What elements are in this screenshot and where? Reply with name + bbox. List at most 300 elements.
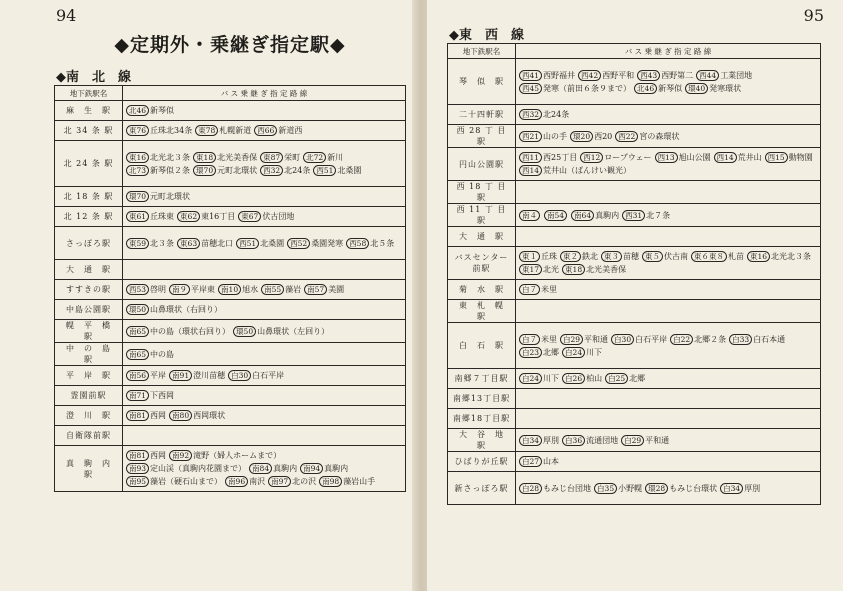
- route-entry: [238, 210, 294, 223]
- route-code-badge: 環70: [193, 165, 216, 176]
- route-name: 桑園発寒: [311, 238, 344, 248]
- route-code-badge: 白23: [519, 347, 542, 358]
- route-code-badge: 環50: [233, 326, 256, 337]
- route-entry: [519, 333, 557, 346]
- route-code-badge: 西45: [519, 83, 542, 94]
- routes-cell: [123, 121, 406, 141]
- route-entry: [519, 108, 569, 121]
- route-entry: [126, 237, 174, 250]
- route-code-badge: 北46: [634, 83, 657, 94]
- route-entry: [519, 250, 557, 263]
- routes-cell: [123, 227, 406, 260]
- routes-cell: [516, 59, 821, 105]
- route-code-badge: 東87: [260, 152, 283, 163]
- route-code-badge: 白33: [729, 334, 752, 345]
- route-name: 工業団地: [720, 70, 753, 80]
- route-entry: [519, 209, 541, 222]
- route-entry: [177, 237, 233, 250]
- route-code-badge: 南56: [126, 370, 149, 381]
- route-name: 澄川苗穂: [193, 371, 226, 380]
- route-name: 北24条: [284, 165, 311, 175]
- route-name: 川下: [543, 374, 560, 383]
- routes-cell: [516, 323, 821, 369]
- route-code-badge: 西51: [313, 165, 336, 176]
- route-code-badge: 南91: [169, 370, 192, 381]
- route-code-badge: 白７: [519, 334, 540, 345]
- route-name: 北郷: [629, 374, 646, 383]
- route-name: 中の島（環状右回り）: [150, 326, 231, 336]
- route-name: 旭水: [242, 285, 259, 294]
- route-name: 真駒内: [324, 464, 349, 473]
- route-name: 真駒内: [595, 210, 620, 220]
- route-entry: [562, 263, 626, 276]
- station-name: 澄 川 駅: [55, 406, 123, 426]
- route-name: 西野第二: [661, 70, 694, 80]
- page-number-right: 95: [803, 6, 824, 25]
- route-entry: [519, 372, 559, 385]
- route-code-badge: 環20: [570, 131, 593, 142]
- route-name: 北光美香保: [586, 265, 627, 274]
- routes-cell: [516, 369, 821, 389]
- route-entry: [225, 475, 265, 488]
- table-row: [55, 300, 406, 320]
- route-code-badge: 西41: [519, 70, 542, 81]
- route-code-badge: 白26: [562, 373, 585, 384]
- nanboku-rows: [55, 101, 406, 492]
- table-row: [55, 343, 406, 366]
- routes-column-header: バ ス 乗 継 ぎ 指 定 路 線: [123, 86, 406, 101]
- routes-cell: [123, 260, 406, 280]
- station-name: 西 11 丁 目 駅: [448, 204, 516, 227]
- route-name: 荒井山: [737, 153, 762, 162]
- route-code-badge: 環40: [685, 83, 708, 94]
- station-column-header: 地下鉄駅名: [55, 86, 123, 101]
- routes-cell: [516, 125, 821, 148]
- route-name: 北３条: [150, 238, 175, 248]
- route-name: 西20: [594, 131, 613, 141]
- route-entry: [634, 82, 682, 95]
- route-name: 柏山: [586, 374, 603, 383]
- station-name: 平 岸 駅: [55, 366, 123, 386]
- routes-cell: [516, 452, 821, 472]
- route-code-badge: 東１: [519, 251, 540, 262]
- route-name: 白石平岸: [635, 334, 668, 344]
- route-entry: [580, 151, 651, 164]
- route-entry: [691, 250, 744, 263]
- route-code-badge: 東67: [238, 211, 261, 222]
- table-row: [448, 181, 821, 204]
- station-name: ひばりが丘駅: [448, 452, 516, 472]
- route-name: 新琴似: [658, 83, 683, 93]
- table-row: [448, 409, 821, 429]
- route-code-badge: 南97: [268, 476, 291, 487]
- route-entry: [126, 190, 190, 203]
- route-name: 啓明: [150, 285, 167, 294]
- routes-cell: [516, 247, 821, 280]
- routes-cell: [516, 472, 821, 505]
- route-name: 新琴似２条: [150, 165, 191, 175]
- routes-cell: [516, 429, 821, 452]
- route-name: 南沢: [249, 477, 266, 486]
- route-entry: [126, 449, 166, 462]
- route-code-badge: 南92: [169, 450, 192, 461]
- route-code-badge: 東17: [519, 264, 542, 275]
- route-entry: [562, 372, 602, 385]
- route-entry: [126, 283, 166, 296]
- table-row: [55, 207, 406, 227]
- table-row: [448, 389, 821, 409]
- route-name: 元町北環状: [150, 192, 191, 201]
- route-code-badge: 東３: [601, 251, 622, 262]
- route-name: もみじ台団地: [543, 483, 592, 493]
- route-code-badge: 北73: [126, 165, 149, 176]
- station-name: 南郷13丁目駅: [448, 389, 516, 409]
- route-name: 北桑園: [337, 165, 362, 175]
- route-entry: [544, 209, 568, 222]
- route-code-badge: 西51: [236, 238, 259, 249]
- routes-cell: [123, 386, 406, 406]
- route-entry: [169, 369, 225, 382]
- route-name: 北桑園: [260, 238, 285, 248]
- table-row: [55, 426, 406, 446]
- routes-cell: [516, 280, 821, 300]
- route-code-badge: 西42: [578, 70, 601, 81]
- station-name: 大 谷 地 駅: [448, 429, 516, 452]
- route-name: 伏古団地: [262, 212, 295, 221]
- route-name: 荒井山（ばんけい観光）: [543, 166, 632, 175]
- route-code-badge: 南80: [169, 410, 192, 421]
- route-code-badge: 白27: [519, 456, 542, 467]
- route-entry: [195, 124, 251, 137]
- route-code-badge: 西13: [655, 152, 678, 163]
- table-row: [55, 280, 406, 300]
- route-entry: [685, 82, 741, 95]
- route-entry: [126, 210, 174, 223]
- route-entry: [346, 237, 394, 250]
- route-name: 西25丁目: [543, 153, 578, 162]
- route-name: 丘珠東: [150, 212, 175, 221]
- route-code-badge: 南９: [169, 284, 190, 295]
- route-entry: [560, 250, 598, 263]
- route-code-badge: 東２: [560, 251, 581, 262]
- tozai-rows: [448, 59, 821, 505]
- route-name: 山本: [543, 457, 560, 466]
- route-code-badge: 南84: [249, 463, 272, 474]
- route-name: 札幌新道: [219, 126, 252, 135]
- route-name: 北７条: [646, 210, 671, 220]
- route-name: 米里: [541, 334, 557, 344]
- station-name: 霊園前駅: [55, 386, 123, 406]
- route-entry: [126, 475, 222, 488]
- station-column-header: 地下鉄駅名: [448, 44, 516, 59]
- route-name: 滝野（婦人ホームまで）: [193, 451, 282, 460]
- route-entry: [578, 69, 634, 82]
- route-entry: [260, 151, 300, 164]
- route-entry: [562, 346, 602, 359]
- route-name: 北光北３条: [771, 252, 812, 261]
- route-code-badge: 南65: [126, 326, 149, 337]
- station-name: すすきの駅: [55, 280, 123, 300]
- table-row: [448, 300, 821, 323]
- route-name: 北光美香保: [217, 152, 258, 162]
- route-name: 丘珠: [541, 252, 557, 261]
- route-name: 宮の森環状: [639, 131, 680, 141]
- route-code-badge: 環70: [126, 191, 149, 202]
- route-code-badge: 西15: [765, 152, 788, 163]
- table-row: [448, 280, 821, 300]
- route-code-badge: 西22: [615, 131, 638, 142]
- station-name: バスセンター前駅: [448, 247, 516, 280]
- route-code-badge: 白28: [519, 483, 542, 494]
- route-entry: [729, 333, 785, 346]
- route-name: 山鼻環状（右回り）: [150, 305, 223, 314]
- table-row: [55, 386, 406, 406]
- routes-cell: [516, 389, 821, 409]
- route-name: 米里: [541, 285, 557, 294]
- station-name: 二十四軒駅: [448, 105, 516, 125]
- routes-cell: [123, 141, 406, 187]
- route-code-badge: 白29: [560, 334, 583, 345]
- route-name: 小野幌: [618, 483, 643, 493]
- route-code-badge: 南96: [225, 476, 248, 487]
- table-row: [448, 369, 821, 389]
- route-name: 北の沢: [292, 477, 317, 486]
- route-name: 元町北環状: [217, 165, 258, 175]
- table-row: [55, 406, 406, 426]
- route-code-badge: 西44: [696, 70, 719, 81]
- route-entry: [126, 325, 230, 338]
- route-code-badge: 東76: [126, 125, 149, 136]
- route-entry: [249, 462, 297, 475]
- route-entry: [519, 482, 591, 495]
- route-entry: [714, 151, 762, 164]
- nanboku-heading: ◆南 北 線: [56, 70, 131, 85]
- route-code-badge: 白36: [562, 435, 585, 446]
- route-entry: [519, 69, 575, 82]
- page-number-left: 94: [56, 6, 77, 25]
- route-entry: [601, 250, 639, 263]
- station-name: 円山公園駅: [448, 148, 516, 181]
- route-code-badge: 白25: [605, 373, 628, 384]
- station-name: 大 通 駅: [55, 260, 123, 280]
- route-code-badge: 北46: [126, 105, 149, 116]
- route-entry: [747, 250, 811, 263]
- route-code-badge: 南81: [126, 450, 149, 461]
- route-code-badge: 南４: [519, 210, 540, 221]
- route-code-badge: 東16: [747, 251, 770, 262]
- route-name: もみじ台環状: [669, 483, 718, 493]
- route-code-badge: 環28: [645, 483, 668, 494]
- route-code-badge: 東18: [193, 152, 216, 163]
- route-name: 栄町: [284, 152, 301, 162]
- route-entry: [319, 475, 375, 488]
- route-code-badge: 東５: [642, 251, 663, 262]
- route-entry: [765, 151, 813, 164]
- route-name: 北５条: [370, 238, 395, 248]
- routes-cell: [123, 280, 406, 300]
- station-name: 西 28 丁 目 駅: [448, 125, 516, 148]
- table-row: [448, 323, 821, 369]
- route-entry: [560, 333, 608, 346]
- station-name: 白 石 駅: [448, 323, 516, 369]
- route-code-badge: 東61: [126, 211, 149, 222]
- station-name: 北 18 条 駅: [55, 187, 123, 207]
- route-code-badge: 白30: [228, 370, 251, 381]
- route-name: 丘珠北34条: [150, 126, 193, 135]
- route-name: 西岡: [150, 411, 167, 420]
- route-name: 厚別: [744, 483, 761, 493]
- route-name: 北光: [543, 265, 560, 274]
- route-entry: [218, 283, 258, 296]
- route-entry: [519, 82, 631, 95]
- route-entry: [303, 151, 343, 164]
- route-name: 新道西: [278, 126, 303, 135]
- route-code-badge: 東59: [126, 238, 149, 249]
- route-name: 白石平岸: [252, 371, 285, 380]
- nanboku-table: [54, 85, 406, 492]
- route-code-badge: 西12: [580, 152, 603, 163]
- route-code-badge: 北72: [303, 152, 326, 163]
- station-name: 麻 生 駅: [55, 101, 123, 121]
- route-entry: [260, 164, 310, 177]
- route-entry: [126, 409, 166, 422]
- route-name: 川下: [586, 347, 603, 357]
- route-entry: [615, 130, 679, 143]
- route-entry: [126, 389, 174, 402]
- route-code-badge: 西58: [346, 238, 369, 249]
- route-name: 平和通: [645, 435, 670, 445]
- table-row: [448, 247, 821, 280]
- route-entry: [254, 124, 302, 137]
- route-code-badge: 南98: [319, 476, 342, 487]
- table-row: [448, 59, 821, 105]
- routes-cell: [516, 227, 821, 247]
- route-entry: [304, 283, 344, 296]
- route-name: 北郷: [543, 347, 560, 357]
- route-code-badge: 西21: [519, 131, 542, 142]
- route-code-badge: 西52: [287, 238, 310, 249]
- route-code-badge: 白30: [611, 334, 634, 345]
- route-name: 鉄北: [582, 252, 598, 261]
- route-code-badge: 西11: [519, 152, 542, 163]
- route-name: 苗穂: [623, 252, 639, 261]
- table-row: [55, 320, 406, 343]
- route-name: 真駒内: [273, 464, 298, 473]
- route-name: 美園: [328, 285, 345, 294]
- route-entry: [519, 263, 559, 276]
- station-name: 大 通 駅: [448, 227, 516, 247]
- route-code-badge: 南81: [126, 410, 149, 421]
- route-entry: [621, 434, 669, 447]
- route-code-badge: 西43: [637, 70, 660, 81]
- route-entry: [645, 482, 717, 495]
- route-entry: [519, 434, 559, 447]
- route-name: 西野福井: [543, 70, 576, 80]
- route-name: 西岡環状: [193, 411, 226, 420]
- route-code-badge: 南71: [126, 390, 149, 401]
- table-row: [448, 227, 821, 247]
- route-entry: [611, 333, 667, 346]
- route-code-badge: 南55: [261, 284, 284, 295]
- route-code-badge: 東16: [126, 152, 149, 163]
- route-entry: [177, 210, 235, 223]
- route-code-badge: 南94: [300, 463, 323, 474]
- route-entry: [193, 151, 257, 164]
- station-name: 真 駒 内 駅: [55, 446, 123, 492]
- route-code-badge: 東18: [562, 264, 585, 275]
- route-entry: [126, 369, 166, 382]
- route-name: 西野平和: [602, 70, 635, 80]
- station-name: 南郷18丁目駅: [448, 409, 516, 429]
- station-name: 東 札 幌 駅: [448, 300, 516, 323]
- route-entry: [126, 303, 222, 316]
- station-name: 菊 水 駅: [448, 280, 516, 300]
- table-row: [55, 260, 406, 280]
- station-name: 南郷７丁目駅: [448, 369, 516, 389]
- routes-cell: [516, 148, 821, 181]
- route-code-badge: 南54: [544, 210, 567, 221]
- routes-cell: [123, 101, 406, 121]
- route-name: 札苗: [728, 252, 744, 261]
- route-entry: [261, 283, 301, 296]
- route-code-badge: 南57: [304, 284, 327, 295]
- route-code-badge: 西66: [254, 125, 277, 136]
- route-entry: [233, 325, 329, 338]
- table-row: [448, 125, 821, 148]
- route-entry: [637, 69, 693, 82]
- route-entry: [519, 283, 557, 296]
- route-entry: [605, 372, 645, 385]
- route-entry: [571, 209, 619, 222]
- route-code-badge: 西53: [126, 284, 149, 295]
- route-name: 動物園: [788, 153, 813, 162]
- route-entry: [642, 250, 688, 263]
- route-entry: [126, 124, 192, 137]
- route-code-badge: 白22: [670, 334, 693, 345]
- route-code-badge: 白35: [594, 483, 617, 494]
- route-entry: [313, 164, 361, 177]
- table-row: [55, 366, 406, 386]
- station-name: 西 18 丁 目 駅: [448, 181, 516, 204]
- left-page: [0, 0, 416, 591]
- route-entry: [126, 462, 246, 475]
- table-row: [448, 429, 821, 452]
- station-name: 自衛隊前駅: [55, 426, 123, 446]
- route-code-badge: 南93: [126, 463, 149, 474]
- route-entry: [670, 333, 726, 346]
- route-name: 北光北３条: [150, 152, 191, 162]
- route-name: 下西岡: [150, 391, 175, 400]
- routes-cell: [516, 204, 821, 227]
- route-code-badge: 南95: [126, 476, 149, 487]
- table-row: [55, 121, 406, 141]
- station-name: 新さっぽろ駅: [448, 472, 516, 505]
- station-name: 北 24 条 駅: [55, 141, 123, 187]
- routes-cell: [516, 105, 821, 125]
- route-entry: [169, 449, 281, 462]
- route-entry: [287, 237, 343, 250]
- route-code-badge: 南10: [218, 284, 241, 295]
- route-entry: [126, 151, 190, 164]
- route-entry: [228, 369, 284, 382]
- routes-cell: [516, 409, 821, 429]
- route-entry: [519, 151, 577, 164]
- route-name: 平岸東: [191, 285, 216, 294]
- route-name: 藻岩山手: [343, 477, 376, 486]
- routes-cell: [123, 406, 406, 426]
- table-row: [448, 452, 821, 472]
- route-name: 平岸: [150, 371, 167, 380]
